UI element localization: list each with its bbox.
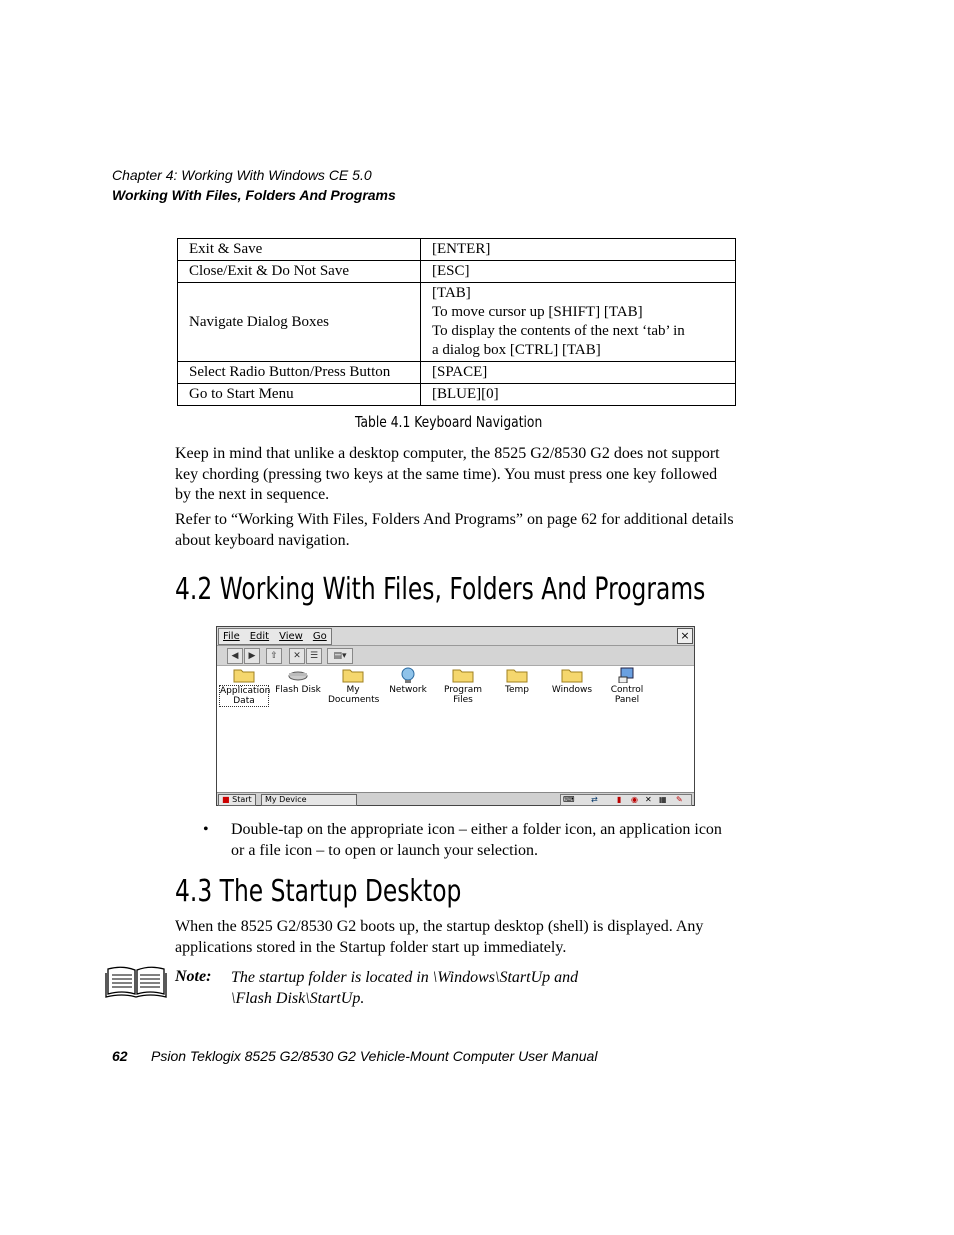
disk-icon bbox=[287, 667, 309, 683]
menu-file[interactable]: File bbox=[223, 631, 240, 642]
table-row bbox=[178, 384, 736, 406]
radio-off-icon[interactable]: ✕ bbox=[645, 795, 652, 804]
close-button[interactable]: × bbox=[677, 628, 693, 644]
table-row bbox=[178, 239, 736, 261]
icon-temp[interactable] bbox=[492, 667, 542, 695]
table-row bbox=[178, 283, 736, 362]
pen-icon[interactable]: ✎ bbox=[676, 795, 683, 804]
chapter-header: Chapter 4: Working With Windows CE 5.0 bbox=[112, 167, 372, 183]
folder-icon bbox=[506, 667, 528, 683]
footer-title: Psion Teklogix 8525 G2/8530 G2 Vehicle-Mount Computer User Manual bbox=[151, 1048, 598, 1064]
note-text bbox=[231, 968, 651, 1009]
folder-icon bbox=[233, 667, 255, 683]
key-line: To move cursor up [SHIFT] [TAB] bbox=[432, 304, 643, 320]
table-cell-action: Select Radio Button/Press Button bbox=[178, 362, 421, 384]
up-folder-icon[interactable]: ⇧ bbox=[266, 648, 282, 664]
paragraph-startup: When the 8525 G2/8530 G2 boots up, the startup desktop (shell) is displayed. Any applications stored in the Startup folder start up immediately. bbox=[175, 918, 704, 956]
views-dropdown-icon[interactable]: ▤▾ bbox=[327, 648, 353, 664]
start-button[interactable] bbox=[218, 794, 256, 806]
icon-label: Control Panel bbox=[610, 685, 644, 705]
table-caption: Table 4.1 Keyboard Navigation bbox=[355, 413, 543, 431]
menu-group bbox=[218, 628, 332, 645]
start-label: Start bbox=[232, 795, 252, 804]
menu-bar bbox=[217, 627, 694, 646]
folder-icon bbox=[561, 667, 583, 683]
icon-label: Application Data bbox=[220, 686, 271, 706]
icon-label: Temp bbox=[505, 685, 529, 695]
icon-label: Program Files bbox=[444, 685, 482, 705]
explorer-screenshot bbox=[216, 626, 695, 806]
menu-go[interactable]: Go bbox=[312, 631, 327, 642]
icon-control-panel[interactable] bbox=[602, 667, 652, 705]
paragraph-key-chording: Keep in mind that unlike a desktop computer, the 8525 G2/8530 G2 does not support key chording (pressing two keys at the same time). You must press one key followed by the next in sequence. bbox=[175, 445, 720, 503]
bullet-double-tap: Double-tap on the appropriate icon – either a folder icon, an application icon or a file icon – to open or launch your selection. bbox=[231, 821, 722, 859]
forward-icon[interactable]: ▶ bbox=[244, 648, 260, 664]
icon-label: Flash Disk bbox=[275, 685, 321, 695]
taskbar-window-label: My Device bbox=[265, 795, 307, 804]
table-cell-action: Close/Exit & Do Not Save bbox=[178, 261, 421, 283]
note-line: \Flash Disk\StartUp. bbox=[231, 989, 365, 1007]
page-number: 62 bbox=[112, 1048, 128, 1064]
taskbar bbox=[217, 792, 694, 805]
icon-windows[interactable] bbox=[547, 667, 597, 695]
paragraph-refer: Refer to “Working With Files, Folders And Programs” on page 62 for additional details about keyboard navigation. bbox=[175, 511, 734, 549]
note-line: The startup folder is located in \Windows\StartUp and bbox=[231, 969, 579, 986]
status-icon[interactable]: ◉ bbox=[631, 795, 638, 804]
table-cell-keys: [ENTER] bbox=[421, 239, 736, 261]
icon-flash-disk[interactable] bbox=[273, 667, 323, 695]
note-label: Note: bbox=[175, 968, 212, 985]
table-cell-keys: [ESC] bbox=[421, 261, 736, 283]
taskbar-my-device[interactable] bbox=[261, 794, 357, 806]
table-cell-keys: [SPACE] bbox=[421, 362, 736, 384]
folder-icon bbox=[342, 667, 364, 683]
toolbar bbox=[217, 646, 694, 666]
menu-view[interactable]: View bbox=[279, 631, 303, 642]
properties-icon[interactable]: ☰ bbox=[306, 648, 322, 664]
network-icon bbox=[397, 667, 419, 683]
battery-icon[interactable]: ▮ bbox=[617, 795, 622, 804]
icon-application-data[interactable] bbox=[219, 667, 269, 707]
heading-4-3: 4.3 The Startup Desktop bbox=[175, 874, 462, 909]
section-header: Working With Files, Folders And Programs bbox=[112, 187, 396, 203]
icon-label: Network bbox=[389, 685, 427, 695]
system-tray bbox=[560, 794, 692, 806]
delete-icon[interactable]: ✕ bbox=[289, 648, 305, 664]
windows-logo-icon: ■ bbox=[222, 795, 230, 804]
table-cell-action: Go to Start Menu bbox=[178, 384, 421, 406]
table-row bbox=[178, 261, 736, 283]
book-icon bbox=[104, 965, 168, 1004]
connection-icon[interactable]: ⇄ bbox=[591, 795, 598, 804]
bullet-mark: • bbox=[203, 821, 209, 838]
table-cell-action: Navigate Dialog Boxes bbox=[178, 283, 421, 362]
icon-program-files[interactable] bbox=[438, 667, 488, 705]
icon-label: My Documents bbox=[328, 685, 380, 705]
icon-my-documents[interactable] bbox=[328, 667, 378, 705]
table-row bbox=[178, 362, 736, 384]
input-panel-icon[interactable]: ⌨ bbox=[563, 795, 575, 804]
back-icon[interactable]: ◀ bbox=[227, 648, 243, 664]
heading-4-2: 4.2 Working With Files, Folders And Programs bbox=[175, 572, 706, 607]
keyboard-state-icon[interactable]: ▦ bbox=[659, 795, 667, 804]
table-cell-keys bbox=[421, 283, 736, 362]
key-line: a dialog box [CTRL] [TAB] bbox=[432, 342, 601, 358]
table-cell-action: Exit & Save bbox=[178, 239, 421, 261]
icon-label: Windows bbox=[551, 685, 593, 695]
folder-icon bbox=[452, 667, 474, 683]
control-panel-icon bbox=[616, 667, 638, 683]
key-line: [TAB] bbox=[432, 285, 471, 301]
icon-network[interactable] bbox=[383, 667, 433, 695]
menu-edit[interactable]: Edit bbox=[249, 631, 270, 642]
table-cell-keys: [BLUE][0] bbox=[421, 384, 736, 406]
key-line: To display the contents of the next ‘tab’ in bbox=[432, 323, 685, 339]
keyboard-navigation-table bbox=[177, 238, 736, 406]
